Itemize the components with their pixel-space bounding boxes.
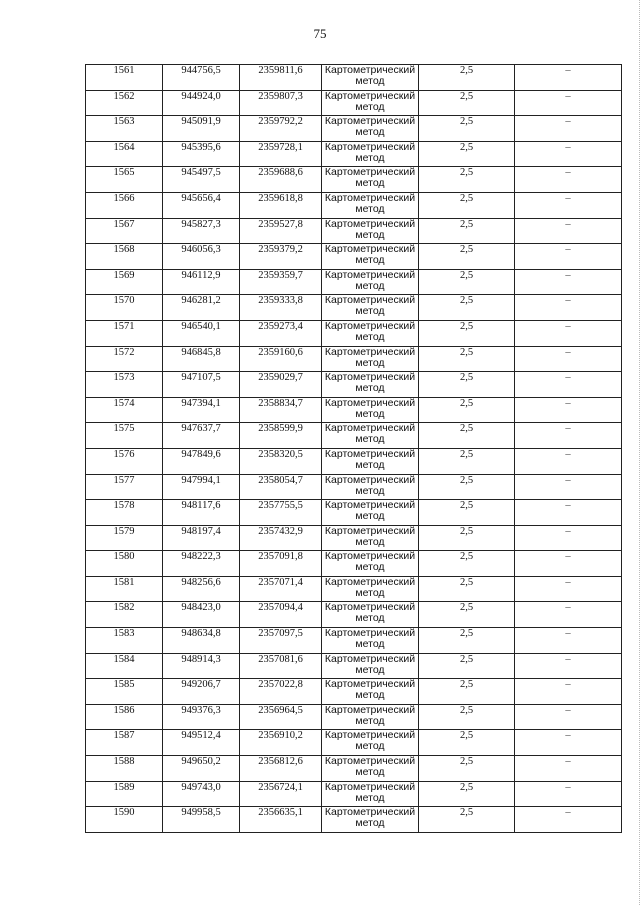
method-cell: Картометрический метод xyxy=(322,397,419,423)
accuracy-cell: 2,5 xyxy=(419,628,515,654)
accuracy-cell: 2,5 xyxy=(419,320,515,346)
note-cell: – xyxy=(515,576,622,602)
accuracy-cell: 2,5 xyxy=(419,730,515,756)
method-cell: Картометрический метод xyxy=(322,244,419,270)
y-coordinate-cell: 2359359,7 xyxy=(240,269,322,295)
table-row xyxy=(86,474,622,500)
y-coordinate-cell: 2359807,3 xyxy=(240,90,322,116)
table-row xyxy=(86,244,622,270)
note-cell: – xyxy=(515,679,622,705)
table-row xyxy=(86,65,622,91)
note-cell: – xyxy=(515,602,622,628)
point-number-cell: 1577 xyxy=(86,474,163,500)
x-coordinate-cell: 949958,5 xyxy=(163,807,240,833)
x-coordinate-cell: 947107,5 xyxy=(163,372,240,398)
point-number-cell: 1570 xyxy=(86,295,163,321)
note-cell: – xyxy=(515,346,622,372)
note-cell: – xyxy=(515,653,622,679)
y-coordinate-cell: 2357094,4 xyxy=(240,602,322,628)
note-cell: – xyxy=(515,551,622,577)
table-row xyxy=(86,500,622,526)
accuracy-cell: 2,5 xyxy=(419,500,515,526)
table-row xyxy=(86,397,622,423)
y-coordinate-cell: 2359688,6 xyxy=(240,167,322,193)
y-coordinate-cell: 2357097,5 xyxy=(240,628,322,654)
method-cell: Картометрический метод xyxy=(322,756,419,782)
note-cell: – xyxy=(515,269,622,295)
x-coordinate-cell: 945091,9 xyxy=(163,116,240,142)
y-coordinate-cell: 2359792,2 xyxy=(240,116,322,142)
y-coordinate-cell: 2357022,8 xyxy=(240,679,322,705)
table-row xyxy=(86,602,622,628)
table-body xyxy=(86,65,622,833)
y-coordinate-cell: 2358834,7 xyxy=(240,397,322,423)
method-cell: Картометрический метод xyxy=(322,269,419,295)
point-number-cell: 1581 xyxy=(86,576,163,602)
y-coordinate-cell: 2357432,9 xyxy=(240,525,322,551)
note-cell: – xyxy=(515,474,622,500)
x-coordinate-cell: 948117,6 xyxy=(163,500,240,526)
note-cell: – xyxy=(515,295,622,321)
note-cell: – xyxy=(515,192,622,218)
accuracy-cell: 2,5 xyxy=(419,65,515,91)
table-row xyxy=(86,218,622,244)
point-number-cell: 1565 xyxy=(86,167,163,193)
y-coordinate-cell: 2359379,2 xyxy=(240,244,322,270)
method-cell: Картометрический метод xyxy=(322,346,419,372)
x-coordinate-cell: 946845,8 xyxy=(163,346,240,372)
y-coordinate-cell: 2359273,4 xyxy=(240,320,322,346)
note-cell: – xyxy=(515,500,622,526)
note-cell: – xyxy=(515,756,622,782)
table-row xyxy=(86,653,622,679)
note-cell: – xyxy=(515,320,622,346)
y-coordinate-cell: 2359029,7 xyxy=(240,372,322,398)
y-coordinate-cell: 2357091,8 xyxy=(240,551,322,577)
table-row xyxy=(86,141,622,167)
point-number-cell: 1566 xyxy=(86,192,163,218)
note-cell: – xyxy=(515,704,622,730)
method-cell: Картометрический метод xyxy=(322,167,419,193)
table-row xyxy=(86,269,622,295)
x-coordinate-cell: 949650,2 xyxy=(163,756,240,782)
table-row xyxy=(86,90,622,116)
x-coordinate-cell: 945497,5 xyxy=(163,167,240,193)
note-cell: – xyxy=(515,372,622,398)
page-number: 75 xyxy=(313,26,327,41)
note-cell: – xyxy=(515,397,622,423)
accuracy-cell: 2,5 xyxy=(419,167,515,193)
note-cell: – xyxy=(515,65,622,91)
table-row xyxy=(86,525,622,551)
table-row xyxy=(86,807,622,833)
method-cell: Картометрический метод xyxy=(322,807,419,833)
x-coordinate-cell: 948256,6 xyxy=(163,576,240,602)
table-row xyxy=(86,346,622,372)
coordinates-table xyxy=(85,64,622,833)
method-cell: Картометрический метод xyxy=(322,320,419,346)
note-cell: – xyxy=(515,807,622,833)
note-cell: – xyxy=(515,244,622,270)
method-cell: Картометрический метод xyxy=(322,628,419,654)
x-coordinate-cell: 949512,4 xyxy=(163,730,240,756)
note-cell: – xyxy=(515,730,622,756)
point-number-cell: 1572 xyxy=(86,346,163,372)
x-coordinate-cell: 945656,4 xyxy=(163,192,240,218)
note-cell: – xyxy=(515,141,622,167)
point-number-cell: 1587 xyxy=(86,730,163,756)
point-number-cell: 1584 xyxy=(86,653,163,679)
method-cell: Картометрический метод xyxy=(322,679,419,705)
y-coordinate-cell: 2356910,2 xyxy=(240,730,322,756)
table-row xyxy=(86,295,622,321)
point-number-cell: 1588 xyxy=(86,756,163,782)
accuracy-cell: 2,5 xyxy=(419,448,515,474)
accuracy-cell: 2,5 xyxy=(419,474,515,500)
x-coordinate-cell: 945395,6 xyxy=(163,141,240,167)
x-coordinate-cell: 944756,5 xyxy=(163,65,240,91)
method-cell: Картометрический метод xyxy=(322,372,419,398)
method-cell: Картометрический метод xyxy=(322,525,419,551)
x-coordinate-cell: 944924,0 xyxy=(163,90,240,116)
table-row xyxy=(86,781,622,807)
note-cell: – xyxy=(515,423,622,449)
y-coordinate-cell: 2356635,1 xyxy=(240,807,322,833)
table-row xyxy=(86,679,622,705)
note-cell: – xyxy=(515,448,622,474)
table-row xyxy=(86,576,622,602)
y-coordinate-cell: 2359333,8 xyxy=(240,295,322,321)
table-row xyxy=(86,730,622,756)
x-coordinate-cell: 947994,1 xyxy=(163,474,240,500)
accuracy-cell: 2,5 xyxy=(419,90,515,116)
y-coordinate-cell: 2358599,9 xyxy=(240,423,322,449)
x-coordinate-cell: 945827,3 xyxy=(163,218,240,244)
note-cell: – xyxy=(515,90,622,116)
y-coordinate-cell: 2359527,8 xyxy=(240,218,322,244)
accuracy-cell: 2,5 xyxy=(419,141,515,167)
point-number-cell: 1585 xyxy=(86,679,163,705)
y-coordinate-cell: 2359728,1 xyxy=(240,141,322,167)
y-coordinate-cell: 2359160,6 xyxy=(240,346,322,372)
x-coordinate-cell: 946112,9 xyxy=(163,269,240,295)
point-number-cell: 1563 xyxy=(86,116,163,142)
y-coordinate-cell: 2356724,1 xyxy=(240,781,322,807)
table-row xyxy=(86,116,622,142)
method-cell: Картометрический метод xyxy=(322,448,419,474)
method-cell: Картометрический метод xyxy=(322,704,419,730)
accuracy-cell: 2,5 xyxy=(419,397,515,423)
note-cell: – xyxy=(515,525,622,551)
method-cell: Картометрический метод xyxy=(322,218,419,244)
x-coordinate-cell: 948423,0 xyxy=(163,602,240,628)
point-number-cell: 1575 xyxy=(86,423,163,449)
method-cell: Картометрический метод xyxy=(322,141,419,167)
point-number-cell: 1582 xyxy=(86,602,163,628)
accuracy-cell: 2,5 xyxy=(419,525,515,551)
method-cell: Картометрический метод xyxy=(322,576,419,602)
table-row xyxy=(86,756,622,782)
y-coordinate-cell: 2359618,8 xyxy=(240,192,322,218)
point-number-cell: 1562 xyxy=(86,90,163,116)
y-coordinate-cell: 2358054,7 xyxy=(240,474,322,500)
x-coordinate-cell: 948222,3 xyxy=(163,551,240,577)
accuracy-cell: 2,5 xyxy=(419,679,515,705)
method-cell: Картометрический метод xyxy=(322,65,419,91)
method-cell: Картометрический метод xyxy=(322,781,419,807)
method-cell: Картометрический метод xyxy=(322,295,419,321)
y-coordinate-cell: 2357755,5 xyxy=(240,500,322,526)
method-cell: Картометрический метод xyxy=(322,730,419,756)
point-number-cell: 1590 xyxy=(86,807,163,833)
y-coordinate-cell: 2358320,5 xyxy=(240,448,322,474)
accuracy-cell: 2,5 xyxy=(419,704,515,730)
note-cell: – xyxy=(515,167,622,193)
accuracy-cell: 2,5 xyxy=(419,116,515,142)
accuracy-cell: 2,5 xyxy=(419,192,515,218)
table-row xyxy=(86,704,622,730)
note-cell: – xyxy=(515,218,622,244)
accuracy-cell: 2,5 xyxy=(419,295,515,321)
x-coordinate-cell: 947637,7 xyxy=(163,423,240,449)
point-number-cell: 1569 xyxy=(86,269,163,295)
x-coordinate-cell: 948634,8 xyxy=(163,628,240,654)
method-cell: Картометрический метод xyxy=(322,116,419,142)
table-row xyxy=(86,423,622,449)
table-row xyxy=(86,448,622,474)
accuracy-cell: 2,5 xyxy=(419,653,515,679)
point-number-cell: 1579 xyxy=(86,525,163,551)
x-coordinate-cell: 946056,3 xyxy=(163,244,240,270)
point-number-cell: 1586 xyxy=(86,704,163,730)
x-coordinate-cell: 949376,3 xyxy=(163,704,240,730)
method-cell: Картометрический метод xyxy=(322,653,419,679)
method-cell: Картометрический метод xyxy=(322,474,419,500)
note-cell: – xyxy=(515,628,622,654)
method-cell: Картометрический метод xyxy=(322,192,419,218)
accuracy-cell: 2,5 xyxy=(419,551,515,577)
point-number-cell: 1573 xyxy=(86,372,163,398)
note-cell: – xyxy=(515,781,622,807)
accuracy-cell: 2,5 xyxy=(419,602,515,628)
x-coordinate-cell: 947849,6 xyxy=(163,448,240,474)
y-coordinate-cell: 2359811,6 xyxy=(240,65,322,91)
point-number-cell: 1589 xyxy=(86,781,163,807)
method-cell: Картометрический метод xyxy=(322,602,419,628)
point-number-cell: 1580 xyxy=(86,551,163,577)
x-coordinate-cell: 948197,4 xyxy=(163,525,240,551)
x-coordinate-cell: 948914,3 xyxy=(163,653,240,679)
point-number-cell: 1568 xyxy=(86,244,163,270)
x-coordinate-cell: 946540,1 xyxy=(163,320,240,346)
point-number-cell: 1567 xyxy=(86,218,163,244)
table-row xyxy=(86,551,622,577)
method-cell: Картометрический метод xyxy=(322,551,419,577)
x-coordinate-cell: 949206,7 xyxy=(163,679,240,705)
point-number-cell: 1564 xyxy=(86,141,163,167)
table-row xyxy=(86,167,622,193)
accuracy-cell: 2,5 xyxy=(419,781,515,807)
x-coordinate-cell: 947394,1 xyxy=(163,397,240,423)
accuracy-cell: 2,5 xyxy=(419,372,515,398)
accuracy-cell: 2,5 xyxy=(419,423,515,449)
point-number-cell: 1578 xyxy=(86,500,163,526)
accuracy-cell: 2,5 xyxy=(419,576,515,602)
table-row xyxy=(86,628,622,654)
x-coordinate-cell: 946281,2 xyxy=(163,295,240,321)
point-number-cell: 1583 xyxy=(86,628,163,654)
x-coordinate-cell: 949743,0 xyxy=(163,781,240,807)
point-number-cell: 1574 xyxy=(86,397,163,423)
method-cell: Картометрический метод xyxy=(322,423,419,449)
accuracy-cell: 2,5 xyxy=(419,218,515,244)
accuracy-cell: 2,5 xyxy=(419,756,515,782)
point-number-cell: 1571 xyxy=(86,320,163,346)
note-cell: – xyxy=(515,116,622,142)
y-coordinate-cell: 2357081,6 xyxy=(240,653,322,679)
accuracy-cell: 2,5 xyxy=(419,346,515,372)
table-row xyxy=(86,192,622,218)
accuracy-cell: 2,5 xyxy=(419,269,515,295)
accuracy-cell: 2,5 xyxy=(419,244,515,270)
point-number-cell: 1576 xyxy=(86,448,163,474)
y-coordinate-cell: 2357071,4 xyxy=(240,576,322,602)
method-cell: Картометрический метод xyxy=(322,500,419,526)
table-row xyxy=(86,372,622,398)
y-coordinate-cell: 2356964,5 xyxy=(240,704,322,730)
y-coordinate-cell: 2356812,6 xyxy=(240,756,322,782)
point-number-cell: 1561 xyxy=(86,65,163,91)
table-row xyxy=(86,320,622,346)
method-cell: Картометрический метод xyxy=(322,90,419,116)
accuracy-cell: 2,5 xyxy=(419,807,515,833)
